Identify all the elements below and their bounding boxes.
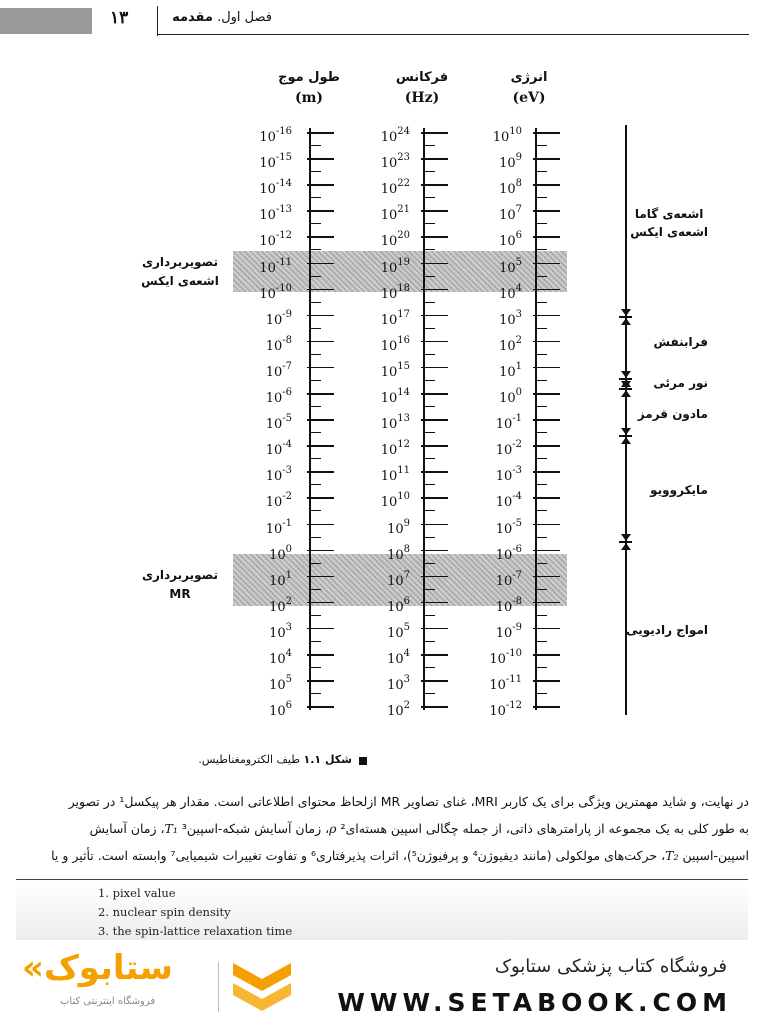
frequency-minor-tick bbox=[423, 484, 435, 485]
frequency-tick bbox=[421, 289, 448, 291]
region-microwave: مایکروویو bbox=[650, 483, 708, 497]
paragraph-line-3 bbox=[20, 842, 749, 869]
wavelength-tick bbox=[307, 497, 334, 499]
wavelength-minor-tick bbox=[309, 223, 321, 224]
paragraph-line-2 bbox=[20, 815, 749, 842]
frequency-minor-tick bbox=[423, 302, 435, 303]
chapter-name: مقدمه bbox=[172, 10, 213, 25]
energy-tick bbox=[533, 367, 560, 369]
energy-minor-tick bbox=[535, 223, 547, 224]
wavelength-minor-tick bbox=[309, 510, 321, 511]
energy-tick-label: $10^4$ bbox=[499, 282, 522, 302]
region-uv: فرابنفش bbox=[653, 335, 708, 349]
energy-tick-label: $10^8$ bbox=[499, 178, 522, 198]
chapter-title bbox=[172, 10, 272, 25]
energy-minor-tick bbox=[535, 510, 547, 511]
energy-tick bbox=[533, 210, 560, 212]
wavelength-minor-tick bbox=[309, 537, 321, 538]
frequency-tick-label: $10^2$ bbox=[387, 700, 410, 720]
wavelength-tick-label: $10^{-1}$ bbox=[265, 517, 292, 537]
frequency-tick-label: $10^{22}$ bbox=[380, 178, 410, 198]
wavelength-minor-tick bbox=[309, 197, 321, 198]
energy-tick bbox=[533, 132, 560, 134]
ir-arrow-start bbox=[621, 390, 631, 397]
paragraph-line-1: در نهایت، و شاید مهمترین ویژگی برای یک کاربر MRI، غنای تصاویر MR ازلحاظ محتوای اطلاعاتی است. مقدار هر پیکسل¹ در تصویر bbox=[68, 794, 749, 809]
energy-tick-label: $10^{10}$ bbox=[492, 126, 522, 145]
frequency-tick bbox=[421, 602, 448, 604]
region-gamma: اشعه‌ی گاما bbox=[634, 207, 704, 221]
footnotes bbox=[16, 884, 748, 942]
energy-minor-tick bbox=[535, 693, 547, 694]
wavelength-tick-label: $10^{-4}$ bbox=[265, 439, 292, 459]
xray-imaging-line2: اشعه‌ی ایکس bbox=[141, 274, 219, 288]
wavelength-tick-label: $10^{-16}$ bbox=[259, 126, 292, 145]
frequency-minor-tick bbox=[423, 406, 435, 407]
region-label-gamma-xray bbox=[630, 205, 708, 241]
wavelength-tick-label: $10^{-3}$ bbox=[265, 465, 292, 485]
footnote-1: 1. pixel value bbox=[98, 886, 176, 900]
energy-tick-label: $10^2$ bbox=[499, 334, 522, 354]
wavelength-tick-label: $10^{-12}$ bbox=[259, 230, 292, 250]
wavelength-tick bbox=[307, 236, 334, 238]
frequency-tick bbox=[421, 628, 448, 630]
radio-arrow-start bbox=[621, 543, 631, 550]
energy-minor-tick bbox=[535, 458, 547, 459]
frequency-tick-label: $10^{23}$ bbox=[380, 152, 410, 172]
wavelength-tick-label: $10^{-9}$ bbox=[265, 308, 292, 328]
wavelength-tick bbox=[307, 524, 334, 526]
region-ir: مادون قرمز bbox=[637, 407, 708, 421]
wavelength-tick bbox=[307, 393, 334, 395]
wavelength-minor-tick bbox=[309, 615, 321, 616]
wavelength-header-text: طول موج bbox=[278, 70, 340, 85]
energy-tick-label: $10^{-1}$ bbox=[495, 413, 522, 433]
mr-imaging-line1: تصویربرداری bbox=[142, 568, 218, 582]
wavelength-tick-label: $10^{-13}$ bbox=[259, 204, 292, 224]
energy-minor-tick bbox=[535, 432, 547, 433]
paragraph-line-2c: ، زمان آسایش bbox=[89, 821, 165, 836]
frequency-minor-tick bbox=[423, 171, 435, 172]
frequency-tick bbox=[421, 184, 448, 186]
energy-tick bbox=[533, 289, 560, 291]
frequency-tick bbox=[421, 393, 448, 395]
frequency-tick-label: $10^{17}$ bbox=[380, 308, 410, 328]
energy-minor-tick bbox=[535, 302, 547, 303]
wavelength-tick bbox=[307, 680, 334, 682]
url-part-1: WWW.SETA bbox=[337, 988, 538, 1017]
energy-tick bbox=[533, 576, 560, 578]
book-logo-icon bbox=[229, 953, 295, 1017]
energy-tick bbox=[533, 524, 560, 526]
region-radio: امواج رادیویی bbox=[626, 623, 708, 637]
frequency-tick-label: $10^7$ bbox=[387, 569, 410, 589]
frequency-minor-tick bbox=[423, 432, 435, 433]
page-number: ۱۳ bbox=[110, 8, 129, 28]
wavelength-tick bbox=[307, 210, 334, 212]
wavelength-tick bbox=[307, 289, 334, 291]
energy-tick bbox=[533, 497, 560, 499]
energy-minor-tick bbox=[535, 406, 547, 407]
energy-tick bbox=[533, 654, 560, 656]
frequency-tick-label: $10^{12}$ bbox=[380, 439, 410, 459]
energy-tick bbox=[533, 419, 560, 421]
frequency-minor-tick bbox=[423, 615, 435, 616]
frequency-tick bbox=[421, 445, 448, 447]
frequency-minor-tick bbox=[423, 276, 435, 277]
frequency-tick-label: $10^9$ bbox=[387, 517, 410, 537]
frequency-tick bbox=[421, 263, 448, 265]
wavelength-minor-tick bbox=[309, 328, 321, 329]
chapter-label: فصل اول. bbox=[217, 10, 272, 25]
wavelength-tick bbox=[307, 654, 334, 656]
energy-header-text: انرژی bbox=[510, 70, 548, 85]
logo-separator bbox=[218, 962, 219, 1012]
frequency-tick bbox=[421, 524, 448, 526]
energy-column-header bbox=[489, 68, 569, 108]
frequency-tick-label: $10^{20}$ bbox=[380, 230, 410, 250]
region-visible: نور مرئی bbox=[653, 376, 708, 390]
energy-tick bbox=[533, 158, 560, 160]
frequency-tick bbox=[421, 706, 448, 708]
wavelength-tick-label: $10^{-8}$ bbox=[265, 334, 292, 354]
frequency-tick-label: $10^{14}$ bbox=[380, 387, 410, 406]
wavelength-tick-label: $10^2$ bbox=[269, 595, 292, 615]
wavelength-tick-label: $10^{-2}$ bbox=[265, 491, 292, 511]
t2-symbol: T₂ bbox=[665, 848, 679, 863]
frequency-tick-label: $10^{11}$ bbox=[380, 465, 410, 485]
t1-symbol: T₁ bbox=[164, 821, 178, 836]
body-paragraph bbox=[20, 788, 749, 869]
frequency-minor-tick bbox=[423, 510, 435, 511]
uv-arrow-start bbox=[621, 318, 631, 325]
energy-tick-label: $10^{-7}$ bbox=[495, 569, 522, 589]
caption-text: طیف الکترومغناطیس. bbox=[198, 753, 301, 766]
frequency-minor-tick bbox=[423, 145, 435, 146]
energy-tick-label: $10^{-8}$ bbox=[495, 595, 522, 615]
energy-minor-tick bbox=[535, 589, 547, 590]
frequency-unit: (Hz) bbox=[404, 90, 440, 106]
wavelength-tick-label: $10^5$ bbox=[269, 674, 292, 694]
wavelength-column-header bbox=[269, 68, 349, 108]
frequency-minor-tick bbox=[423, 563, 435, 564]
url-part-2: BOOK.COM bbox=[537, 988, 732, 1017]
wavelength-tick-label: $10^{-10}$ bbox=[259, 282, 292, 302]
ad-banner[interactable] bbox=[0, 940, 764, 1024]
energy-tick-label: $10^6$ bbox=[499, 230, 522, 250]
header-gray-bar bbox=[0, 8, 92, 34]
energy-tick bbox=[533, 263, 560, 265]
wavelength-tick bbox=[307, 576, 334, 578]
energy-tick-label: $10^{-2}$ bbox=[495, 439, 522, 459]
gamma-xray-arrow-end bbox=[621, 309, 631, 316]
energy-tick-label: $10^3$ bbox=[499, 308, 522, 328]
frequency-tick-label: $10^4$ bbox=[387, 648, 410, 667]
energy-tick-label: $10^{-9}$ bbox=[495, 621, 522, 641]
wavelength-minor-tick bbox=[309, 249, 321, 250]
energy-minor-tick bbox=[535, 667, 547, 668]
energy-tick-label: $10^{-10}$ bbox=[489, 648, 522, 667]
wavelength-minor-tick bbox=[309, 406, 321, 407]
energy-tick bbox=[533, 680, 560, 682]
wavelength-minor-tick bbox=[309, 484, 321, 485]
wavelength-tick bbox=[307, 184, 334, 186]
energy-tick bbox=[533, 236, 560, 238]
energy-tick bbox=[533, 184, 560, 186]
energy-tick-label: $10^5$ bbox=[499, 256, 522, 276]
frequency-tick-label: $10^{19}$ bbox=[380, 256, 410, 276]
energy-minor-tick bbox=[535, 563, 547, 564]
frequency-tick bbox=[421, 210, 448, 212]
wavelength-minor-tick bbox=[309, 667, 321, 668]
energy-tick-label: $10^0$ bbox=[499, 387, 522, 406]
frequency-minor-tick bbox=[423, 641, 435, 642]
energy-minor-tick bbox=[535, 537, 547, 538]
wavelength-tick bbox=[307, 367, 334, 369]
energy-tick-label: $10^{-11}$ bbox=[489, 674, 522, 694]
energy-tick bbox=[533, 550, 560, 552]
frequency-minor-tick bbox=[423, 380, 435, 381]
wavelength-tick-label: $10^{-6}$ bbox=[265, 387, 292, 406]
header-rule bbox=[157, 34, 749, 35]
wavelength-tick bbox=[307, 445, 334, 447]
wavelength-minor-tick bbox=[309, 302, 321, 303]
visible-arrow-end bbox=[621, 381, 631, 388]
energy-tick bbox=[533, 341, 560, 343]
wavelength-tick-label: $10^{-11}$ bbox=[259, 256, 292, 276]
frequency-tick bbox=[421, 341, 448, 343]
footnote-2: 2. nuclear spin density bbox=[98, 905, 231, 919]
caption-label: شکل ۱.۱ bbox=[303, 753, 352, 766]
energy-tick bbox=[533, 315, 560, 317]
frequency-tick bbox=[421, 497, 448, 499]
wavelength-tick-label: $10^1$ bbox=[269, 569, 292, 589]
region-xray: اشعه‌ی ایکس bbox=[630, 225, 708, 239]
frequency-tick-label: $10^{13}$ bbox=[380, 413, 410, 433]
mr-imaging-line2: MR bbox=[169, 587, 191, 601]
energy-tick bbox=[533, 393, 560, 395]
wavelength-minor-tick bbox=[309, 276, 321, 277]
wavelength-tick bbox=[307, 706, 334, 708]
wavelength-minor-tick bbox=[309, 432, 321, 433]
wavelength-tick-label: $10^{-14}$ bbox=[259, 178, 292, 198]
frequency-tick bbox=[421, 236, 448, 238]
frequency-tick-label: $10^{15}$ bbox=[380, 360, 410, 380]
wavelength-minor-tick bbox=[309, 693, 321, 694]
wavelength-tick-label: $10^6$ bbox=[269, 700, 292, 720]
energy-minor-tick bbox=[535, 276, 547, 277]
figure-caption bbox=[198, 753, 352, 766]
wavelength-tick-label: $10^3$ bbox=[269, 621, 292, 641]
shop-url[interactable] bbox=[337, 988, 732, 1017]
energy-tick-label: $10^{-4}$ bbox=[495, 491, 522, 511]
frequency-tick bbox=[421, 315, 448, 317]
energy-tick-label: $10^1$ bbox=[499, 360, 522, 380]
frequency-column-header bbox=[382, 68, 462, 108]
energy-tick bbox=[533, 602, 560, 604]
wavelength-minor-tick bbox=[309, 641, 321, 642]
wavelength-minor-tick bbox=[309, 380, 321, 381]
wavelength-minor-tick bbox=[309, 145, 321, 146]
microwave-arrow-end bbox=[621, 534, 631, 541]
footnote-3: 3. the spin-lattice relaxation time bbox=[98, 924, 293, 938]
energy-minor-tick bbox=[535, 249, 547, 250]
frequency-tick bbox=[421, 132, 448, 134]
frequency-tick-label: $10^{10}$ bbox=[380, 491, 410, 511]
frequency-tick bbox=[421, 158, 448, 160]
frequency-header-text: فرکانس bbox=[395, 70, 449, 85]
frequency-minor-tick bbox=[423, 589, 435, 590]
energy-tick bbox=[533, 706, 560, 708]
uv-arrow-end bbox=[621, 371, 631, 378]
frequency-tick-label: $10^5$ bbox=[387, 621, 410, 641]
frequency-tick-label: $10^{18}$ bbox=[380, 282, 410, 302]
energy-tick-label: $10^{-6}$ bbox=[495, 543, 522, 563]
energy-minor-tick bbox=[535, 145, 547, 146]
frequency-minor-tick bbox=[423, 693, 435, 694]
microwave-arrow-start bbox=[621, 437, 631, 444]
energy-minor-tick bbox=[535, 197, 547, 198]
energy-tick bbox=[533, 471, 560, 473]
energy-unit: (eV) bbox=[512, 90, 546, 106]
ir-arrow-end bbox=[621, 428, 631, 435]
energy-minor-tick bbox=[535, 641, 547, 642]
energy-tick-label: $10^7$ bbox=[499, 204, 522, 224]
frequency-tick-label: $10^8$ bbox=[387, 543, 410, 563]
frequency-tick bbox=[421, 367, 448, 369]
energy-minor-tick bbox=[535, 380, 547, 381]
wavelength-minor-tick bbox=[309, 589, 321, 590]
frequency-minor-tick bbox=[423, 249, 435, 250]
seta-logo-text: «ستابوک bbox=[22, 948, 173, 988]
footnote-rule bbox=[16, 879, 748, 880]
energy-tick-label: $10^{-12}$ bbox=[489, 700, 522, 720]
energy-minor-tick bbox=[535, 484, 547, 485]
energy-tick-label: $10^{-5}$ bbox=[495, 517, 522, 537]
paragraph-line-2b: ، زمان آسایش شبکه-اسپین³ bbox=[181, 821, 330, 836]
wavelength-minor-tick bbox=[309, 171, 321, 172]
wavelength-tick-label: $10^{-7}$ bbox=[265, 360, 292, 380]
energy-tick-label: $10^{-3}$ bbox=[495, 465, 522, 485]
paragraph-line-3a: اسپین-اسپین bbox=[682, 848, 749, 863]
wavelength-tick bbox=[307, 419, 334, 421]
wavelength-tick bbox=[307, 628, 334, 630]
wavelength-tick bbox=[307, 315, 334, 317]
mr-imaging-label bbox=[140, 566, 220, 604]
wavelength-tick bbox=[307, 341, 334, 343]
xray-imaging-label bbox=[140, 253, 220, 291]
wavelength-tick bbox=[307, 132, 334, 134]
wavelength-minor-tick bbox=[309, 354, 321, 355]
wavelength-tick-label: $10^4$ bbox=[269, 648, 292, 667]
wavelength-tick bbox=[307, 263, 334, 265]
shop-name: فروشگاه کتاب پزشکی ستابوک bbox=[494, 956, 727, 977]
frequency-tick-label: $10^{21}$ bbox=[380, 204, 410, 224]
xray-imaging-line1: تصویربرداری bbox=[142, 255, 218, 269]
paragraph-line-2a: به طور کلی به یک مجموعه از پارامترهای ذاتی، از جمله چگالی اسپین هسته‌ای² bbox=[340, 821, 749, 836]
wavelength-minor-tick bbox=[309, 563, 321, 564]
header-divider-vertical bbox=[157, 6, 158, 36]
frequency-tick bbox=[421, 471, 448, 473]
wavelength-tick-label: $10^{-15}$ bbox=[259, 152, 292, 172]
wavelength-tick bbox=[307, 471, 334, 473]
frequency-tick-label: $10^{16}$ bbox=[380, 334, 410, 354]
frequency-minor-tick bbox=[423, 458, 435, 459]
frequency-minor-tick bbox=[423, 223, 435, 224]
wavelength-unit: (m) bbox=[294, 90, 324, 106]
rho-symbol: ρ bbox=[329, 821, 337, 836]
frequency-tick-label: $10^{24}$ bbox=[380, 126, 410, 145]
caption-bullet bbox=[359, 757, 367, 765]
frequency-minor-tick bbox=[423, 354, 435, 355]
wavelength-tick-label: $10^0$ bbox=[269, 543, 292, 563]
energy-minor-tick bbox=[535, 615, 547, 616]
energy-minor-tick bbox=[535, 328, 547, 329]
energy-tick bbox=[533, 628, 560, 630]
frequency-tick-label: $10^3$ bbox=[387, 674, 410, 694]
wavelength-tick bbox=[307, 550, 334, 552]
wavelength-tick-label: $10^{-5}$ bbox=[265, 413, 292, 433]
wavelength-tick bbox=[307, 158, 334, 160]
paragraph-line-3b: ، حرکت‌های مولکولی (مانند دیفیوژن⁴ و پرفیوژن⁵)، اثرات پذیرفتاری⁶ و تفاوت تغییرات شیمیایی⁷ وابسته است. تأثیر و یا bbox=[51, 848, 666, 863]
frequency-tick bbox=[421, 419, 448, 421]
frequency-minor-tick bbox=[423, 328, 435, 329]
frequency-minor-tick bbox=[423, 537, 435, 538]
frequency-tick-label: $10^6$ bbox=[387, 595, 410, 615]
frequency-tick bbox=[421, 654, 448, 656]
energy-tick bbox=[533, 445, 560, 447]
frequency-tick bbox=[421, 680, 448, 682]
wavelength-tick bbox=[307, 602, 334, 604]
frequency-minor-tick bbox=[423, 667, 435, 668]
energy-minor-tick bbox=[535, 171, 547, 172]
energy-tick-label: $10^9$ bbox=[499, 152, 522, 172]
energy-minor-tick bbox=[535, 354, 547, 355]
frequency-minor-tick bbox=[423, 197, 435, 198]
frequency-tick bbox=[421, 576, 448, 578]
wavelength-minor-tick bbox=[309, 458, 321, 459]
seta-logo-subtitle: فروشگاه اینترنتی کتاب bbox=[60, 996, 156, 1007]
frequency-tick bbox=[421, 550, 448, 552]
